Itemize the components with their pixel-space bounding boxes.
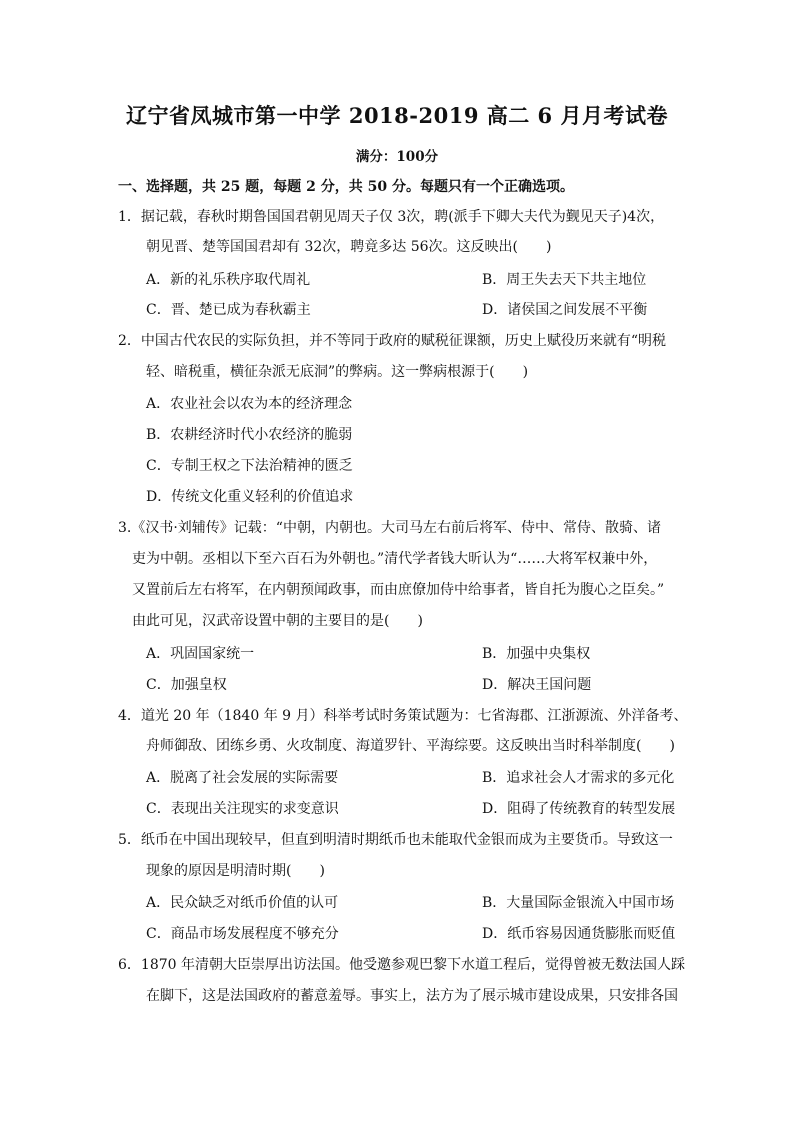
full-score: 满分：100分 — [355, 149, 439, 165]
question-3-option-a: A．巩固国家统一 — [146, 646, 255, 662]
question-3-option-c: C．加强皇权 — [146, 677, 227, 693]
question-4-option-d: D．阻碍了传统教育的转型发展 — [482, 801, 676, 817]
question-4-option-c: C．表现出关注现实的求变意识 — [146, 801, 339, 817]
question-6-line-2: 在脚下，这是法国政府的蓄意羞辱。事实上，法方为了展示城市建设成果，只安排各国 — [146, 988, 678, 1004]
question-2-option-a: A．农业社会以农为本的经济理念 — [146, 396, 353, 412]
exam-title: 辽宁省凤城市第一中学 2018-2019 高二 6 月月考试卷 — [126, 103, 668, 128]
question-3-line-4: 由此可见，汉武帝设置中朝的主要目的是( ) — [132, 613, 423, 629]
section-heading: 一、选择题，共 25 题，每题 2 分，共 50 分。每题只有一个正确选项。 — [118, 179, 574, 195]
question-5-option-a: A．民众缺乏对纸币价值的认可 — [146, 895, 339, 911]
question-2-option-c: C．专制王权之下法治精神的匮乏 — [146, 458, 353, 474]
question-2-line-1: 2．中国古代农民的实际负担，并不等同于政府的赋税征课额，历史上赋役历来就有“明税 — [118, 333, 667, 349]
question-2-option-b: B．农耕经济时代小农经济的脆弱 — [146, 427, 353, 443]
question-3-line-1: 3.《汉书·刘辅传》记载：“中朝，内朝也。大司马左右前后将军、侍中、常侍、散骑、诸 — [118, 520, 661, 536]
question-4-line-1: 4．道光 20 年（1840 年 9 月）科举考试时务策试题为：七省海郡、江浙源流、外洋备考、 — [118, 708, 688, 724]
question-5-option-c: C．商品市场发展程度不够充分 — [146, 926, 339, 942]
question-5-line-1: 5．纸币在中国出现较早，但直到明清时期纸币也未能取代金银而成为主要货币。导致这一 — [118, 832, 673, 848]
question-1-line-2: 朝见晋、楚等国国君却有 32次，聘竟多达 56次。这反映出( ) — [146, 239, 552, 255]
question-5-line-2: 现象的原因是明清时期( ) — [146, 863, 325, 879]
question-3-line-3: 又置前后左右将军，在内朝预闻政事，而由庶僚加侍中给事者，皆自托为腹心之臣矣。” — [132, 582, 665, 598]
question-2-line-2: 轻、暗税重，横征杂派无底洞”的弊病。这一弊病根源于( ) — [146, 364, 529, 380]
question-6-line-1: 6．1870 年清朝大臣崇厚出访法国。他受邀参观巴黎下水道工程后，觉得曾被无数法国人踩 — [118, 957, 685, 973]
question-1-option-a: A．新的礼乐秩序取代周礼 — [146, 272, 311, 288]
question-1-line-1: 1．据记载，春秋时期鲁国国君朝见周天子仅 3次，聘(派手下卿大夫代为觐见天子)4次， — [118, 209, 665, 225]
question-4-line-2: 舟师御敌、团练乡勇、火攻制度、海道罗针、平海综要。这反映出当时科举制度( ) — [146, 738, 675, 754]
question-2-option-d: D．传统文化重义轻利的价值追求 — [146, 489, 354, 505]
question-3-option-d: D．解决王国问题 — [482, 677, 592, 693]
question-5-option-b: B．大量国际金银流入中国市场 — [482, 895, 675, 911]
question-1-option-b: B．周王失去天下共主地位 — [482, 272, 647, 288]
question-1-option-c: C．晋、楚已成为春秋霸主 — [146, 302, 311, 318]
question-5-option-d: D．纸币容易因通货膨胀而贬值 — [482, 926, 676, 942]
question-3-option-b: B．加强中央集权 — [482, 646, 591, 662]
question-3-line-2: 吏为中朝。丞相以下至六百石为外朝也。”清代学者钱大昕认为“……大将军权兼中外， — [132, 551, 658, 567]
question-1-option-d: D．诸侯国之间发展不平衡 — [482, 302, 648, 318]
question-4-option-b: B．追求社会人才需求的多元化 — [482, 770, 675, 786]
question-4-option-a: A．脱离了社会发展的实际需要 — [146, 770, 339, 786]
